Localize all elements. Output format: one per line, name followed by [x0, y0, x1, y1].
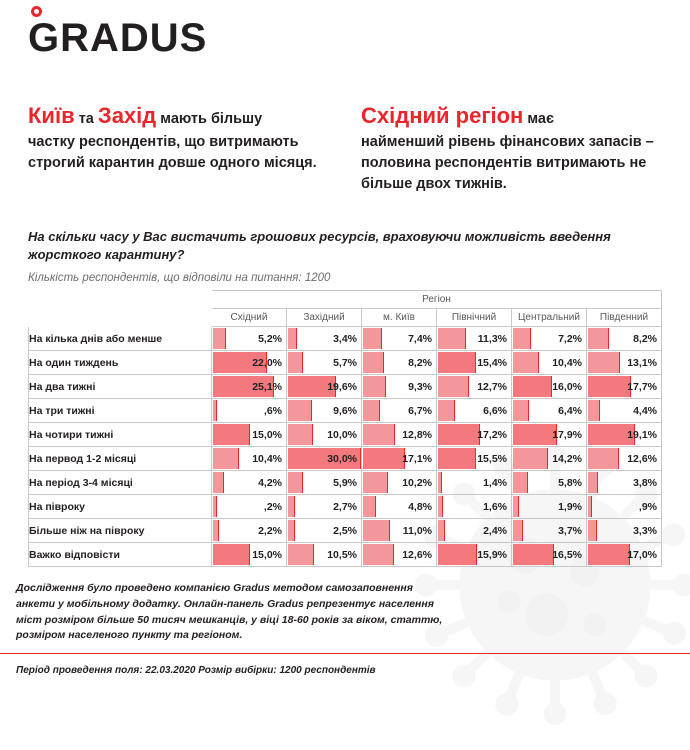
table-row: [29, 471, 662, 495]
value-label: 15,9%: [477, 548, 507, 561]
table-row: [29, 375, 662, 399]
value-bar: [438, 448, 476, 469]
survey-question: На скільки часу у Вас вистачить грошових ресурсів, враховуючи можливість введення жорсткого карантину?: [28, 229, 611, 262]
data-cell: [587, 351, 662, 375]
value-label: 6,6%: [483, 404, 507, 417]
data-cell: [587, 519, 662, 543]
column-header-5: Центральний: [512, 309, 587, 327]
value-label: 25,1%: [252, 380, 282, 393]
data-cell: [212, 327, 287, 351]
data-cell: [512, 471, 587, 495]
data-cell: [212, 447, 287, 471]
value-label: 7,2%: [558, 332, 582, 345]
data-cell: [587, 399, 662, 423]
value-bar: [438, 496, 443, 517]
value-label: 17,9%: [552, 428, 582, 441]
data-cell: [287, 399, 362, 423]
value-bar: [438, 424, 480, 445]
value-bar: [213, 424, 250, 445]
headline-block: [28, 100, 668, 195]
value-bar: [288, 328, 297, 349]
value-bar: [588, 376, 631, 397]
value-label: 17,7%: [627, 380, 657, 393]
row-label: На два тижні: [29, 375, 212, 399]
table-row: [29, 423, 662, 447]
headline-left-body: частку респондентів, що витримають строгий карантин довше одного місяця.: [28, 133, 317, 171]
data-cell: [512, 495, 587, 519]
data-cell: [287, 375, 362, 399]
value-label: 8,2%: [408, 356, 432, 369]
value-label: 7,4%: [408, 332, 432, 345]
value-bar: [438, 400, 455, 421]
headline-left-highlight-1: Київ: [28, 103, 75, 128]
value-label: 15,5%: [477, 452, 507, 465]
value-label: 3,4%: [333, 332, 357, 345]
data-cell: [437, 495, 512, 519]
headline-left: [28, 100, 335, 195]
data-cell: [512, 543, 587, 567]
value-label: ,6%: [263, 404, 282, 417]
value-label: 17,0%: [627, 548, 657, 561]
value-bar: [588, 472, 598, 493]
value-bar: [513, 520, 523, 541]
table-column-header-row: [29, 309, 662, 327]
value-label: 11,3%: [477, 332, 507, 345]
data-cell: [362, 351, 437, 375]
data-cell: [437, 399, 512, 423]
value-label: 15,0%: [252, 428, 282, 441]
value-label: 22,0%: [252, 356, 282, 369]
data-cell: [512, 327, 587, 351]
data-cell: [587, 423, 662, 447]
data-cell: [287, 327, 362, 351]
table-group-header-row: [29, 291, 662, 309]
value-bar: [438, 544, 477, 565]
headline-left-mid: та: [74, 111, 98, 127]
value-bar: [213, 448, 239, 469]
column-header-2: Західний: [287, 309, 362, 327]
value-label: 12,6%: [627, 452, 657, 465]
value-label: 9,6%: [333, 404, 357, 417]
value-label: 17,2%: [477, 428, 507, 441]
data-cell: [587, 375, 662, 399]
methodology-text: Дослідження було проведено компанією Gradus методом самозаповнення анкети у мобільному додатку. Онлайн-панель Gradus репрезентує населення міст розміром більше 50 тисяч мешканців, у віці 18-60 років за віком, статтю, розміром населеного пункту та регіоном.: [16, 582, 443, 642]
value-bar: [588, 448, 619, 469]
table-row: [29, 519, 662, 543]
data-cell: [587, 447, 662, 471]
respondent-count: Кількість респондентів, що відповіли на питання: 1200: [28, 272, 331, 284]
value-label: 19,6%: [327, 380, 357, 393]
value-label: 10,5%: [327, 548, 357, 561]
value-label: 2,7%: [333, 500, 357, 513]
headline-right-highlight: Східний регіон: [361, 103, 524, 128]
row-label: На три тижні: [29, 399, 212, 423]
data-cell: [212, 399, 287, 423]
data-cell: [362, 447, 437, 471]
row-label: На первод 1-2 місяці: [29, 447, 212, 471]
data-cell: [437, 375, 512, 399]
value-bar: [288, 520, 295, 541]
degree-dot-icon: [31, 6, 42, 17]
value-label: 12,8%: [402, 428, 432, 441]
value-bar: [363, 352, 384, 373]
results-table: [28, 290, 662, 567]
value-label: 1,9%: [558, 500, 582, 513]
value-label: 5,8%: [558, 476, 582, 489]
value-bar: [588, 400, 600, 421]
value-bar: [213, 472, 224, 493]
group-header-region: Регіон: [212, 291, 662, 309]
data-cell: [212, 375, 287, 399]
value-bar: [363, 544, 394, 565]
corner-cell: [29, 291, 212, 309]
column-header-1: Східний: [212, 309, 287, 327]
value-label: 19,1%: [627, 428, 657, 441]
value-bar: [288, 496, 295, 517]
value-bar: [363, 400, 380, 421]
value-label: 14,2%: [552, 452, 582, 465]
column-header-4: Північний: [437, 309, 512, 327]
value-label: 3,3%: [633, 524, 657, 537]
value-bar: [213, 496, 217, 517]
value-bar: [438, 520, 445, 541]
value-bar: [213, 328, 226, 349]
value-label: 1,6%: [483, 500, 507, 513]
value-label: 3,7%: [558, 524, 582, 537]
value-label: 1,4%: [483, 476, 507, 489]
value-label: 10,2%: [402, 476, 432, 489]
data-cell: [212, 423, 287, 447]
table-row: [29, 327, 662, 351]
data-cell: [362, 543, 437, 567]
data-cell: [587, 327, 662, 351]
value-bar: [288, 400, 312, 421]
value-bar: [513, 472, 528, 493]
value-label: 2,4%: [483, 524, 507, 537]
value-bar: [438, 472, 442, 493]
headline-left-highlight-2: Захід: [97, 103, 157, 128]
value-label: 5,9%: [333, 476, 357, 489]
data-cell: [512, 399, 587, 423]
data-cell: [212, 543, 287, 567]
value-bar: [513, 328, 531, 349]
table-row: [29, 447, 662, 471]
value-label: 10,4%: [552, 356, 582, 369]
value-label: 5,7%: [333, 356, 357, 369]
value-bar: [513, 544, 554, 565]
value-label: 5,2%: [258, 332, 282, 345]
data-cell: [512, 423, 587, 447]
data-cell: [287, 519, 362, 543]
data-cell: [437, 543, 512, 567]
table-row: [29, 495, 662, 519]
table-row: [29, 399, 662, 423]
data-cell: [287, 447, 362, 471]
data-cell: [212, 351, 287, 375]
value-label: 6,7%: [408, 404, 432, 417]
value-bar: [588, 352, 620, 373]
data-cell: [437, 471, 512, 495]
data-cell: [437, 351, 512, 375]
data-cell: [212, 471, 287, 495]
value-bar: [363, 376, 386, 397]
brand-logo: [28, 16, 207, 61]
value-bar: [588, 544, 630, 565]
data-cell: [362, 471, 437, 495]
value-bar: [588, 520, 597, 541]
data-cell: [362, 399, 437, 423]
data-cell: [212, 495, 287, 519]
value-bar: [513, 424, 557, 445]
table-body: [29, 327, 662, 567]
column-header-6: Південний: [587, 309, 662, 327]
data-cell: [287, 495, 362, 519]
value-label: 15,4%: [477, 356, 507, 369]
row-label: На один тиждень: [29, 351, 212, 375]
value-bar: [438, 328, 466, 349]
data-cell: [437, 519, 512, 543]
value-label: 17,1%: [402, 452, 432, 465]
headline-left-rest: мають більшу: [156, 111, 263, 127]
table-row: [29, 543, 662, 567]
value-bar: [288, 352, 303, 373]
data-cell: [362, 375, 437, 399]
value-label: 12,6%: [402, 548, 432, 561]
row-label: На кілька днів або менше: [29, 327, 212, 351]
data-cell: [587, 543, 662, 567]
value-label: 4,2%: [258, 476, 282, 489]
fieldwork-note: Період проведення поля: 22.03.2020 Розмір вибірки: 1200 респондентів: [16, 665, 376, 676]
row-label: На період 3-4 місяці: [29, 471, 212, 495]
value-bar: [363, 448, 405, 469]
value-label: 16,0%: [552, 380, 582, 393]
value-label: 9,3%: [408, 380, 432, 393]
data-cell: [212, 519, 287, 543]
value-bar: [363, 328, 382, 349]
column-header-3: м. Київ: [362, 309, 437, 327]
value-bar: [588, 328, 609, 349]
value-bar: [438, 376, 469, 397]
value-label: 3,8%: [633, 476, 657, 489]
value-label: 8,2%: [633, 332, 657, 345]
value-label: 12,7%: [477, 380, 507, 393]
value-bar: [363, 424, 395, 445]
data-cell: [512, 447, 587, 471]
data-cell: [512, 351, 587, 375]
footer-divider: [0, 653, 690, 654]
headline-right: [361, 100, 668, 195]
value-label: 13,1%: [627, 356, 657, 369]
value-label: 4,8%: [408, 500, 432, 513]
value-label: 16,5%: [552, 548, 582, 561]
value-bar: [363, 520, 390, 541]
brand-name: GRADUS: [28, 16, 208, 60]
value-label: ,2%: [263, 500, 282, 513]
data-cell: [437, 327, 512, 351]
value-bar: [213, 520, 219, 541]
headline-right-rest: має: [523, 111, 554, 127]
value-bar: [213, 544, 250, 565]
value-bar: [513, 376, 552, 397]
data-cell: [362, 495, 437, 519]
data-cell: [287, 351, 362, 375]
table-row: [29, 351, 662, 375]
value-bar: [588, 496, 592, 517]
data-cell: [587, 495, 662, 519]
data-cell: [437, 447, 512, 471]
data-cell: [437, 423, 512, 447]
value-bar: [213, 400, 217, 421]
row-label: Важко відповісти: [29, 543, 212, 567]
value-label: 30,0%: [327, 452, 357, 465]
value-bar: [288, 472, 303, 493]
value-label: 11,0%: [402, 524, 432, 537]
value-bar: [438, 352, 476, 373]
data-cell: [587, 471, 662, 495]
value-bar: [288, 544, 314, 565]
value-label: 2,2%: [258, 524, 282, 537]
value-bar: [288, 424, 313, 445]
data-cell: [512, 375, 587, 399]
row-label: На півроку: [29, 495, 212, 519]
value-label: 10,0%: [327, 428, 357, 441]
row-label: Більше ніж на півроку: [29, 519, 212, 543]
value-label: 6,4%: [558, 404, 582, 417]
value-label: ,9%: [638, 500, 657, 513]
headline-right-body: найменший рівень фінансових запасів – половина респондентів витримають не більше двох тижнів.: [361, 133, 654, 192]
value-label: 2,5%: [333, 524, 357, 537]
data-cell: [287, 543, 362, 567]
value-bar: [513, 400, 529, 421]
value-bar: [513, 496, 519, 517]
data-cell: [362, 519, 437, 543]
data-cell: [362, 327, 437, 351]
data-cell: [362, 423, 437, 447]
value-bar: [363, 472, 388, 493]
value-bar: [513, 352, 539, 373]
data-cell: [512, 519, 587, 543]
value-bar: [363, 496, 376, 517]
row-label: На чотири тижні: [29, 423, 212, 447]
value-label: 10,4%: [252, 452, 282, 465]
data-cell: [287, 471, 362, 495]
value-label: 4,4%: [633, 404, 657, 417]
value-bar: [513, 448, 548, 469]
corner-cell-2: [29, 309, 212, 327]
value-label: 15,0%: [252, 548, 282, 561]
data-cell: [287, 423, 362, 447]
